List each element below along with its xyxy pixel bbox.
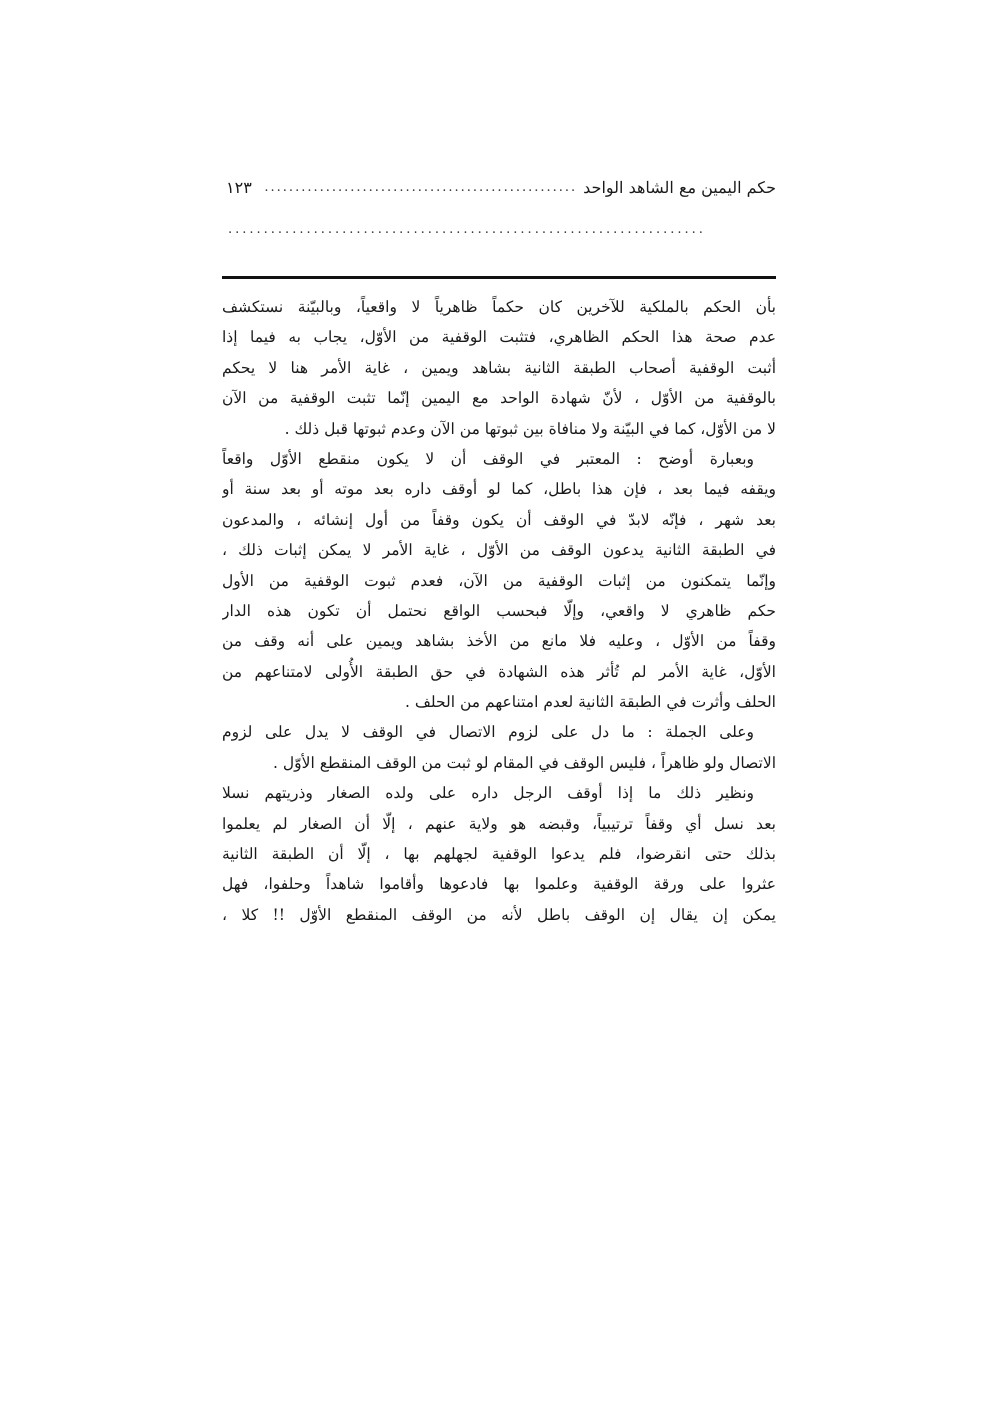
text-line: أثبت الوقفية أصحاب الطبقة الثانية بشاهد ويمين ، غاية الأمر هنا لا يحكم — [222, 358, 776, 377]
text-line: بذلك حتى انقرضوا، فلم يدعوا الوقفية لجهلهم بها ، إلّا أن الطبقة الثانية — [222, 845, 776, 864]
text-line: الحلف وأثرت في الطبقة الثانية لعدم امتناعهم من الحلف . — [404, 693, 776, 712]
text-line: حكم ظاهري لا واقعي، وإلّا فبحسب الواقع نحتمل أن تكون هذه الدار — [222, 601, 776, 620]
text-line: بعد شهر ، فإنّه لابدّ في الوقف أن يكون وقفاً من أول إنشائه ، والمدعون — [222, 510, 776, 529]
dotted-separator: ................................................................... — [228, 222, 706, 237]
text-line: في الطبقة الثانية يدعون الوقف من الأوّل ، غاية الأمر لا يمكن إثبات ذلك ، — [222, 541, 776, 560]
text-line: يمكن إن يقال إن الوقف باطل لأنه من الوقف المنقطع الأوّل !! كلا ، — [222, 905, 776, 924]
text-line: ونظير ذلك ما إذا أوقف الرجل داره على ولده الصغار وذريتهم نسلا — [222, 784, 754, 803]
text-line: ويقفه فيما بعد ، فإن هذا باطل، كما لو أوقف داره بعد موته أو بعد سنة أو — [222, 480, 776, 499]
text-line: لا من الأوّل، كما في البيّنة ولا منافاة بين ثبوتها من الآن وعدم ثبوتها قبل ذلك . — [284, 419, 776, 438]
text-line: عدم صحة هذا الحكم الظاهري، فتثبت الوقفية من الأوّل، يجاب به فيما إذا — [222, 328, 776, 347]
text-line: بأن الحكم بالملكية للآخرين كان حكماً ظاهرياً لا واقعياً، وبالبيّنة نستكشف — [222, 298, 776, 316]
text-line: وعلى الجملة : ما دل على لزوم الاتصال في الوقف لا يدل على لزوم — [222, 723, 754, 742]
horizontal-rule — [222, 276, 776, 279]
text-line: بالوقفية من الأوّل ، لأنّ شهادة الواحد مع اليمين إنّما تثبت الوقفية من الآن — [222, 389, 776, 408]
text-line: عثروا على ورقة الوقفية وعلموا بها فادعوها وأقاموا شاهداً وحلفوا، فهل — [222, 875, 776, 894]
text-line: وبعبارة أوضح : المعتبر في الوقف أن لا يكون منقطع الأوّل واقعاً — [222, 449, 754, 468]
text-line: وقفاً من الأوّل ، وعليه فلا مانع من الأخذ بشاهد ويمين على أنه وقف من — [222, 632, 776, 651]
text-line: الاتصال ولو ظاهراً ، فليس الوقف في المقام لو ثبت من الوقف المنقطع الأوّل . — [273, 753, 776, 772]
running-header — [226, 172, 776, 202]
header-leader-dots: ................................................... — [264, 179, 578, 195]
text-line: الأوّل، غاية الأمر لم تُأثر هذه الشهادة في حق الطبقة الأُولى لامتناعهم من — [222, 662, 776, 681]
text-line: وإنّما يتمكنون من إثبات الوقفية من الآن، فعدم ثبوت الوقفية من الأول — [222, 571, 776, 590]
running-header-title: حكم اليمين مع الشاهد الواحد — [583, 177, 776, 197]
body-text — [222, 292, 776, 930]
page-number: ١٢٣ — [226, 177, 252, 197]
text-line: بعد نسل أي وقفاً ترتيبياً، وقبضه هو ولاية عنهم ، إلّا أن الصغار لم يعلموا — [222, 814, 776, 833]
